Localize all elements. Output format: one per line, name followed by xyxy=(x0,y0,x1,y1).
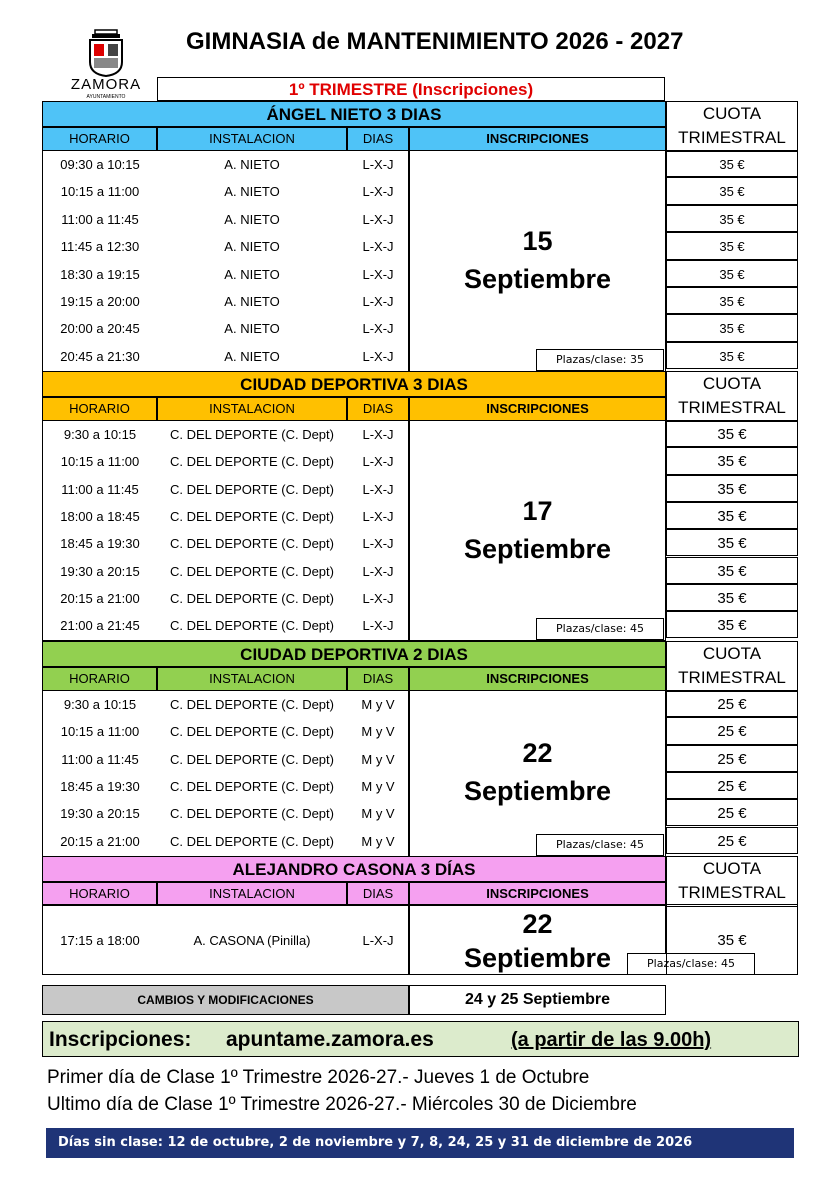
horario-cell: 11:45 a 12:30 xyxy=(60,239,140,255)
dias-cell: L-X-J xyxy=(362,933,394,948)
block-title: ALEJANDRO CASONA 3 DÍAS xyxy=(42,856,666,882)
horario-cell: 9:30 a 10:15 xyxy=(63,427,137,442)
dias-cell: L-X-J xyxy=(362,321,394,337)
instalacion-cell: C. DEL DEPORTE (C. Dept) xyxy=(170,724,334,740)
instalacion-cell: A. CASONA (Pinilla) xyxy=(193,933,311,948)
price-cell: 35 € xyxy=(666,232,798,259)
horario-cell: 20:45 a 21:30 xyxy=(60,348,140,364)
horario-cell: 18:30 a 19:15 xyxy=(60,266,140,282)
horario-cell: 20:00 a 20:45 xyxy=(60,321,140,337)
price-cell: 35 € xyxy=(666,342,798,369)
instalacion-cell: A. NIETO xyxy=(224,294,280,309)
instalacion-cell: C. DEL DEPORTE (C. Dept) xyxy=(170,508,334,524)
logo-text: ZAMORA xyxy=(70,76,142,93)
trimestre-heading: 1º TRIMESTRE (Inscripciones) xyxy=(157,77,665,101)
instalacion-cell: C. DEL DEPORTE (C. Dept) xyxy=(170,427,334,442)
dias-cell: L-X-J xyxy=(362,266,394,282)
horario-cell: 20:15 a 21:00 xyxy=(60,590,140,606)
instalacion-cell: C. DEL DEPORTE (C. Dept) xyxy=(170,697,334,712)
price-cell: 35 € xyxy=(666,475,798,502)
horario-cell: 11:00 a 11:45 xyxy=(61,211,139,227)
price-cell: 25 € xyxy=(666,745,798,772)
instalacion-cell: A. NIETO xyxy=(224,266,280,282)
dias-cell: L-X-J xyxy=(362,211,394,227)
instalacion-cell: C. DEL DEPORTE (C. Dept) xyxy=(170,563,334,579)
price-cell: 35 € xyxy=(666,205,798,232)
instalacion-cell: A. NIETO xyxy=(224,321,280,337)
instalacion-cell: C. DEL DEPORTE (C. Dept) xyxy=(170,751,334,767)
column-header-dias: DIAS xyxy=(347,127,409,151)
inscripciones-day: 17 xyxy=(522,495,553,526)
inscripciones-month: Septiembre xyxy=(463,776,612,807)
column-header-inscripciones: INSCRIPCIONES xyxy=(409,667,666,691)
dias-cell: L-X-J xyxy=(362,618,394,634)
cuota-line2: TRIMESTRAL xyxy=(678,128,786,147)
block-title: ÁNGEL NIETO 3 DIAS xyxy=(42,101,666,127)
plazas-badge: Plazas/clase: 35 xyxy=(536,349,664,371)
dias-cell: L-X-J xyxy=(362,481,394,497)
column-header-instalacion: INSTALACION xyxy=(157,127,347,151)
price-cell: 25 € xyxy=(666,827,798,854)
instalacion-cell: C. DEL DEPORTE (C. Dept) xyxy=(170,618,334,634)
inscripciones-url[interactable]: apuntame.zamora.es xyxy=(226,1028,434,1051)
page-title: GIMNASIA de MANTENIMIENTO 2026 - 2027 xyxy=(186,28,684,55)
dias-cell: M y V xyxy=(361,751,395,767)
price-cell: 35 € xyxy=(666,584,798,611)
column-header-inscripciones: INSCRIPCIONES xyxy=(409,127,666,151)
primer-dia-text: Primer día de Clase 1º Trimestre 2026-27.- Jueves 1 de Octubre xyxy=(47,1067,590,1088)
dias-cell: M y V xyxy=(361,806,395,822)
instalacion-cell: C. DEL DEPORTE (C. Dept) xyxy=(170,833,334,849)
cuota-line1: CUOTA xyxy=(702,644,762,663)
cuota-line2: TRIMESTRAL xyxy=(678,398,786,417)
cambios-label: CAMBIOS Y MODIFICACIONES xyxy=(42,985,409,1015)
instalacion-cell: C. DEL DEPORTE (C. Dept) xyxy=(170,590,334,606)
ultimo-dia-text: Ultimo día de Clase 1º Trimestre 2026-27.- Miércoles 30 de Diciembre xyxy=(47,1094,637,1115)
price-cell: 35 € xyxy=(666,447,798,474)
horario-cell: 18:45 a 19:30 xyxy=(60,536,140,552)
dias-cell: L-X-J xyxy=(362,454,394,470)
dias-cell: L-X-J xyxy=(362,427,394,442)
dias-cell: L-X-J xyxy=(362,184,394,200)
price-cell: 25 € xyxy=(666,799,798,826)
price-cell: 35 € xyxy=(666,529,798,556)
inscripciones-bar xyxy=(42,1021,799,1057)
price-cell: 35 € xyxy=(666,611,798,638)
dias-cell: L-X-J xyxy=(362,563,394,579)
horario-cell: 10:15 a 11:00 xyxy=(60,454,140,470)
plazas-badge: Plazas/clase: 45 xyxy=(536,834,664,856)
inscripciones-day: 22 xyxy=(522,738,553,769)
plazas-badge: Plazas/clase: 45 xyxy=(627,953,755,975)
price-cell: 35 € xyxy=(666,904,798,975)
instalacion-cell: C. DEL DEPORTE (C. Dept) xyxy=(170,806,334,822)
inscripciones-note: (a partir de las 9.00h) xyxy=(511,1029,712,1051)
price-cell: 35 € xyxy=(666,287,798,314)
price-cell: 25 € xyxy=(666,772,798,799)
inscripciones-month: Septiembre xyxy=(463,264,612,295)
column-header-horario: HORARIO xyxy=(42,667,157,691)
horario-cell: 10:15 a 11:00 xyxy=(60,184,140,200)
column-header-instalacion: INSTALACION xyxy=(157,397,347,421)
dias-cell: L-X-J xyxy=(362,239,394,255)
dias-cell: M y V xyxy=(361,778,395,794)
cuota-header xyxy=(666,101,798,152)
horario-cell: 17:15 a 18:00 xyxy=(60,933,140,948)
inscripciones-day: 15 xyxy=(522,226,553,257)
horario-cell: 18:45 a 19:30 xyxy=(60,778,140,794)
horario-cell: 11:00 a 11:45 xyxy=(61,481,139,497)
dias-cell: L-X-J xyxy=(362,590,394,606)
instalacion-cell: C. DEL DEPORTE (C. Dept) xyxy=(170,778,334,794)
dias-cell: L-X-J xyxy=(362,157,394,172)
horario-cell: 18:00 a 18:45 xyxy=(60,508,140,524)
price-cell: 25 € xyxy=(666,690,798,717)
instalacion-cell: C. DEL DEPORTE (C. Dept) xyxy=(170,454,334,470)
horario-cell: 20:15 a 21:00 xyxy=(60,833,140,849)
column-header-instalacion: INSTALACION xyxy=(157,667,347,691)
cuota-line1: CUOTA xyxy=(702,104,762,123)
cambios-value: 24 y 25 Septiembre xyxy=(409,985,666,1015)
horario-cell: 09:30 a 10:15 xyxy=(60,157,140,172)
block-title: CIUDAD DEPORTIVA 2 DIAS xyxy=(42,641,666,667)
column-header-instalacion: INSTALACION xyxy=(157,882,347,906)
column-header-horario: HORARIO xyxy=(42,882,157,906)
zamora-logo xyxy=(70,28,142,102)
column-header-horario: HORARIO xyxy=(42,397,157,421)
column-header-dias: DIAS xyxy=(347,397,409,421)
cuota-header xyxy=(666,641,798,692)
instalacion-cell: A. NIETO xyxy=(224,239,280,255)
logo-subtext: AYUNTAMIENTO xyxy=(86,94,126,100)
column-header-horario: HORARIO xyxy=(42,127,157,151)
price-cell: 35 € xyxy=(666,557,798,584)
price-cell: 25 € xyxy=(666,717,798,744)
cuota-line2: TRIMESTRAL xyxy=(678,668,786,687)
price-cell: 35 € xyxy=(666,150,798,177)
block-title: CIUDAD DEPORTIVA 3 DIAS xyxy=(42,371,666,397)
horario-cell: 21:00 a 21:45 xyxy=(60,618,140,634)
dias-cell: L-X-J xyxy=(362,536,394,552)
dias-cell: L-X-J xyxy=(362,348,394,364)
column-header-dias: DIAS xyxy=(347,667,409,691)
instalacion-cell: C. DEL DEPORTE (C. Dept) xyxy=(170,536,334,552)
cuota-line1: CUOTA xyxy=(702,859,762,878)
price-cell: 35 € xyxy=(666,420,798,447)
dias-cell: M y V xyxy=(361,697,395,712)
cuota-line2: TRIMESTRAL xyxy=(678,883,786,902)
cuota-line1: CUOTA xyxy=(702,374,762,393)
column-header-dias: DIAS xyxy=(347,882,409,906)
price-cell: 35 € xyxy=(666,177,798,204)
instalacion-cell: A. NIETO xyxy=(224,157,280,172)
dias-cell: L-X-J xyxy=(362,294,394,309)
column-header-inscripciones: INSCRIPCIONES xyxy=(409,397,666,421)
instalacion-cell: A. NIETO xyxy=(224,211,280,227)
dias-cell: L-X-J xyxy=(362,508,394,524)
price-cell: 35 € xyxy=(666,502,798,529)
price-cell: 35 € xyxy=(666,260,798,287)
plazas-badge: Plazas/clase: 45 xyxy=(536,618,664,640)
horario-cell: 19:30 a 20:15 xyxy=(60,563,140,579)
dias-cell: M y V xyxy=(361,724,395,740)
horario-cell: 11:00 a 11:45 xyxy=(61,751,139,767)
dias-cell: M y V xyxy=(361,833,395,849)
cuota-header xyxy=(666,856,798,907)
dias-sin-clase-banner: Días sin clase: 12 de octubre, 2 de noviembre y 7, 8, 24, 25 y 31 de diciembre de 2026 xyxy=(46,1128,794,1158)
instalacion-cell: A. NIETO xyxy=(224,348,280,364)
inscripciones-month: Septiembre xyxy=(463,533,612,564)
price-cell: 35 € xyxy=(666,314,798,341)
horario-cell: 19:30 a 20:15 xyxy=(60,806,140,822)
inscripciones-month: Septiembre xyxy=(463,943,612,973)
instalacion-cell: A. NIETO xyxy=(224,184,280,200)
cuota-header xyxy=(666,371,798,422)
horario-cell: 10:15 a 11:00 xyxy=(60,724,140,740)
horario-cell: 19:15 a 20:00 xyxy=(60,294,140,309)
column-header-inscripciones: INSCRIPCIONES xyxy=(409,882,666,906)
inscripciones-label: Inscripciones: xyxy=(49,1028,192,1051)
instalacion-cell: C. DEL DEPORTE (C. Dept) xyxy=(170,481,334,497)
inscripciones-day: 22 xyxy=(522,909,553,939)
horario-cell: 9:30 a 10:15 xyxy=(63,697,137,712)
